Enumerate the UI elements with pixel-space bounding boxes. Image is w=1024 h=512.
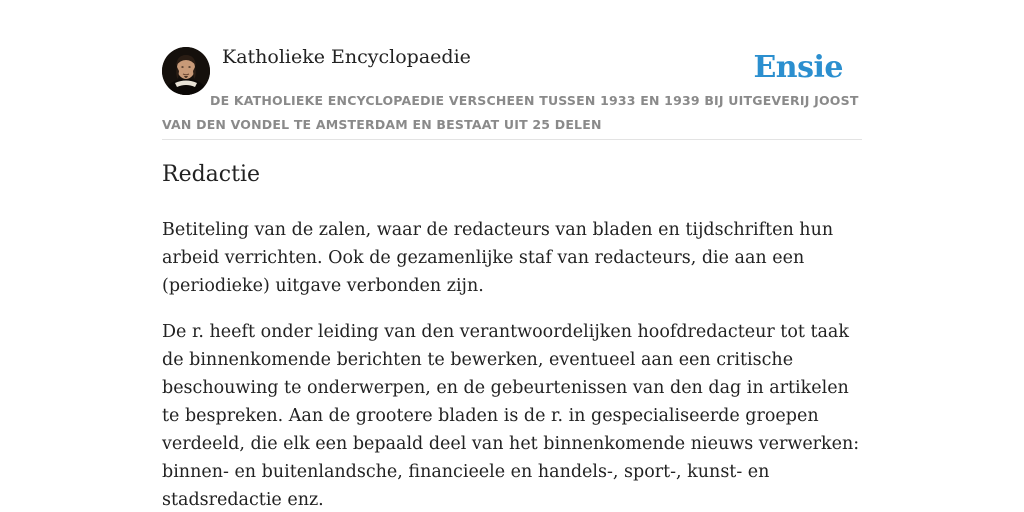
- encyclopedia-description: DE KATHOLIEKE ENCYCLOPAEDIE VERSCHEEN TUSSEN 1933 EN 1939 BIJ UITGEVERIJ JOOST VAN DEN VONDEL TE AMSTERDAM EN BESTAAT UIT 25 DELEN: [162, 93, 859, 132]
- portrait-avatar-image: [162, 47, 210, 95]
- article-paragraph: De r. heeft onder leiding van den verantwoordelijken hoofdredacteur tot taak de binnenkomende berichten te bewerken, eventueel aan een critische beschouwing te onderwerpen, en de gebeurtenissen van den dag in artikelen te bespreken. Aan de grootere bladen is de r. in gespecialiseerde groepen verdeeld, die elk een bepaald deel van het binnenkomende nieuws verwerken: binnen- en buitenlandsche, financieele en handels-, sport-, kunst- en stadsredactie enz.: [162, 322, 860, 510]
- article-body: [162, 216, 864, 512]
- ensie-logo-link[interactable]: Ensie: [753, 50, 843, 85]
- site-title[interactable]: Katholieke Encyclopaedie: [222, 46, 471, 68]
- article-paragraph: Betiteling van de zalen, waar de redacteurs van bladen en tijdschriften hun arbeid verrichten. Ook de gezamenlijke staf van redacteurs, die aan een (periodieke) uitgave verbonden zijn.: [162, 220, 834, 296]
- header-divider: [162, 139, 862, 140]
- portrait-avatar-icon[interactable]: [162, 47, 210, 95]
- article-title: Redactie: [162, 162, 261, 187]
